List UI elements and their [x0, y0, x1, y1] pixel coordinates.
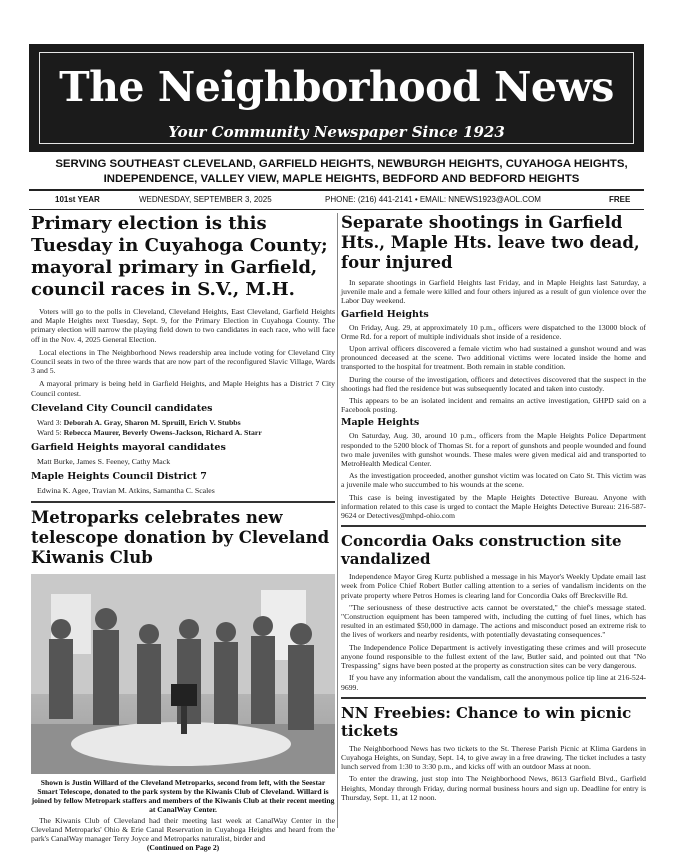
primary-election-headline: Primary election is this Tuesday in Cuyahoga County; mayoral primary in Garfield, council races in S.V., M.H.: [31, 213, 328, 300]
article-paragraph: The Independence Police Department is actively investigating these crimes and will prosecute anyone found responsible to the fullest extent of the law, Butler said, and pointed out that "No Trespassing" signs have been posted at the property as construction sites can be very dangerous.: [341, 642, 646, 671]
metroparks-headline: Metroparks celebrates new telescope donation by Cleveland Kiwanis Club: [31, 507, 330, 567]
article-metroparks: [31, 508, 335, 852]
ward-3-label: Ward 3:: [37, 417, 64, 427]
maple-candidates: Edwina K. Agee, Travian M. Atkins, Samantha C. Scales: [37, 485, 215, 495]
article-paragraph: In separate shootings in Garfield Heights last Friday, and in Maple Heights last Saturday, a juvenile male and a female were killed and four others injured as a result of gun violence over the Labor Day weekend.: [341, 278, 646, 306]
article-paragraph: A mayoral primary is being held in Garfield Heights, and Maple Heights has a District 7 City Council contest.: [31, 379, 335, 398]
garfield-mayoral-subhead: Garfield Heights mayoral candidates: [31, 441, 226, 453]
photo-tripod: [181, 706, 187, 734]
article-paragraph: "The seriousness of these destructive acts cannot be overstated," the chief's message stated. "Construction equipment has been tampered with, including the cutting of fuel lines, which has resulted in an estimated $50,000 in damage. The actions and misconduct posed an extreme risk to the lives of workers and nearby residents, with potentially devastating consequences.": [341, 602, 646, 640]
freebies-headline: NN Freebies: Chance to win picnic tickets: [341, 703, 632, 740]
contact-info: PHONE: (216) 441-2141 • EMAIL: NNEWS1923@AOL.COM: [325, 195, 541, 204]
cleveland-council-subhead: Cleveland City Council candidates: [31, 402, 213, 414]
shootings-headline: Separate shootings in Garfield Hts., Maple Hts. leave two dead, four injured: [341, 213, 640, 272]
article-paragraph: On Saturday, Aug. 30, around 10 p.m., officers from the Maple Heights Police Department responded to the 5200 block of Thomas St. for a report of gunshots and people wounded and found two male juveniles with gunshot wounds. These males were given medical aid and transported to MetroHealth Medical Center.: [341, 431, 646, 469]
issue-info-bar: [29, 189, 644, 210]
article-paragraph: The Neighborhood News has two tickets to the St. Therese Parish Picnic at Klima Gardens in Cuyahoga Heights, on Sunday, Sept. 14, to give away in a free drawing. The ticket includes a tasty lunch served from 1:30 to 3:30 p.m., and kicks off with an outdoor Mass at noon.: [341, 743, 646, 772]
article-paragraph: To enter the drawing, just stop into The Neighborhood News, 8613 Garfield Blvd., Garfield Heights, Monday through Friday, during normal business hours and sign up. Deadline for entry is Thursday, Sept. 11, at 12 noon.: [341, 774, 646, 802]
price-label: FREE: [609, 195, 631, 204]
group-photo-illustration: [31, 574, 335, 774]
group-photo: [31, 574, 335, 774]
masthead: [29, 44, 644, 152]
section-divider: [341, 525, 646, 527]
article-paragraph: As the investigation proceeded, another gunshot victim was located on Cato St. This victim was a juvenile male who succumbed to his wounds at the scene.: [341, 471, 646, 490]
column-divider: [337, 213, 338, 828]
masthead-frame: [39, 52, 634, 144]
article-paragraph: During the course of the investigation, officers and detectives discovered that the suspect in the shootings had fled the residence but was subsequently located and taken into custody.: [341, 374, 646, 393]
section-divider: [31, 501, 335, 503]
article-paragraph: Upon arrival officers discovered a female victim who had sustained a gunshot wound and was pronounced deceased at the scene. Two additional victims were located inside the home and transported to the hospital for treatment. Both remain in stable condition.: [341, 344, 646, 372]
issue-year: 101st YEAR: [55, 195, 100, 204]
continued-notice: (Continued on Page 2): [146, 843, 220, 852]
article-paragraph: Voters will go to the polls in Cleveland, Cleveland Heights, East Cleveland, Garfield Heights and Maple Heights next Tuesday, Sept. 9, for the Primary Election in Cuyahoga County. The primary election will narrow the playing field down to two candidates in each race, who will face off in the Nov. 4, 2025 General Election.: [31, 307, 335, 344]
article-paragraph: On Friday, Aug. 29, at approximately 10 p.m., officers were dispatched to the 13000 block of Orme Rd. for a report of multiple individuals shot inside of a residence.: [341, 322, 646, 341]
newspaper-tagline: Your Community Newspaper Since 1923: [168, 123, 505, 141]
article-shootings: [341, 213, 646, 520]
photo-telescope: [171, 684, 197, 706]
article-paragraph: If you have any information about the vandalism, call the anonymous police tip line at 216-524-9699.: [341, 673, 646, 692]
maple-council-subhead: Maple Heights Council District 7: [31, 470, 207, 482]
coverage-line-1: SERVING SOUTHEAST CLEVELAND, GARFIELD HEIGHTS, NEWBURGH HEIGHTS, CUYAHOGA HEIGHTS,: [55, 158, 628, 170]
ward-5-label: Ward 5:: [37, 427, 64, 437]
section-divider: [341, 697, 646, 699]
article-paragraph: Independence Mayor Greg Kurtz published a message in his Mayor's Weekly Update email last week from Police Chief Robert Butler calling attention to a series of vandalism incidents on the private property where Petros Homes is clearing land for Concordia Oaks off Brecksville Rd.: [341, 572, 646, 600]
article-paragraph: This appears to be an isolated incident and remains an active investigation, GHPD said on a Facebook posting.: [341, 396, 646, 415]
ward-5-names: Rebecca Maurer, Beverly Owens-Jackson, Richard A. Starr: [63, 427, 262, 437]
issue-date: WEDNESDAY, SEPTEMBER 3, 2025: [139, 195, 272, 204]
ward-3-names: Deborah A. Gray, Sharon M. Spruill, Erich V. Stubbs: [63, 417, 241, 427]
article-freebies: [341, 704, 646, 802]
ward-3-candidates: [31, 418, 335, 428]
ward-5-candidates: [31, 428, 335, 438]
coverage-line-2: INDEPENDENCE, VALLEY VIEW, MAPLE HEIGHTS, BEDFORD AND BEDFORD HEIGHTS: [103, 173, 580, 185]
newspaper-title: The Neighborhood News: [59, 63, 614, 111]
article-paragraph: This case is being investigated by the Maple Heights Detective Bureau. Anyone with information related to this case is urged to contact the Maple Heights Detective Bureau: 216-587-9624 or Detectives@mhpd-ohio.com: [341, 492, 646, 521]
garfield-candidates: Matt Burke, James S. Feeney, Cathy Mack: [37, 456, 171, 466]
concordia-headline: Concordia Oaks construction site vandalized: [341, 532, 622, 569]
coverage-area: [20, 157, 663, 187]
article-concordia: [341, 532, 646, 691]
photo-caption: Shown is Justin Willard of the Cleveland Metroparks, second from left, with the Seestar Smart Telescope, donated to the park system by the Kiwanis Club of Cleveland. Willard is joined by fellow Metropark staffers and members of the Kiwanis Club at their recent meeting at CanalWay Center.: [31, 777, 335, 814]
article-paragraph: Local elections in The Neighborhood News readership area include voting for Cleveland City Council seats in two of the three wards that are now part of the reconfigured Slavic Village, Wards 3 and 5.: [31, 347, 335, 376]
article-paragraph: The Kiwanis Club of Cleveland had their meeting last week at CanalWay Center in the Cleveland Metroparks' Ohio & Erie Canal Reservation in Cuyahoga Heights and heard from the park's CanalWay manager Terry Joyce and Metroparks naturalist, birder and: [31, 815, 335, 844]
right-column: [341, 213, 646, 802]
left-column: [31, 213, 335, 852]
article-primary-election: [31, 213, 335, 496]
garfield-subhead: Garfield Heights: [341, 308, 429, 320]
maple-subhead: Maple Heights: [341, 417, 420, 429]
